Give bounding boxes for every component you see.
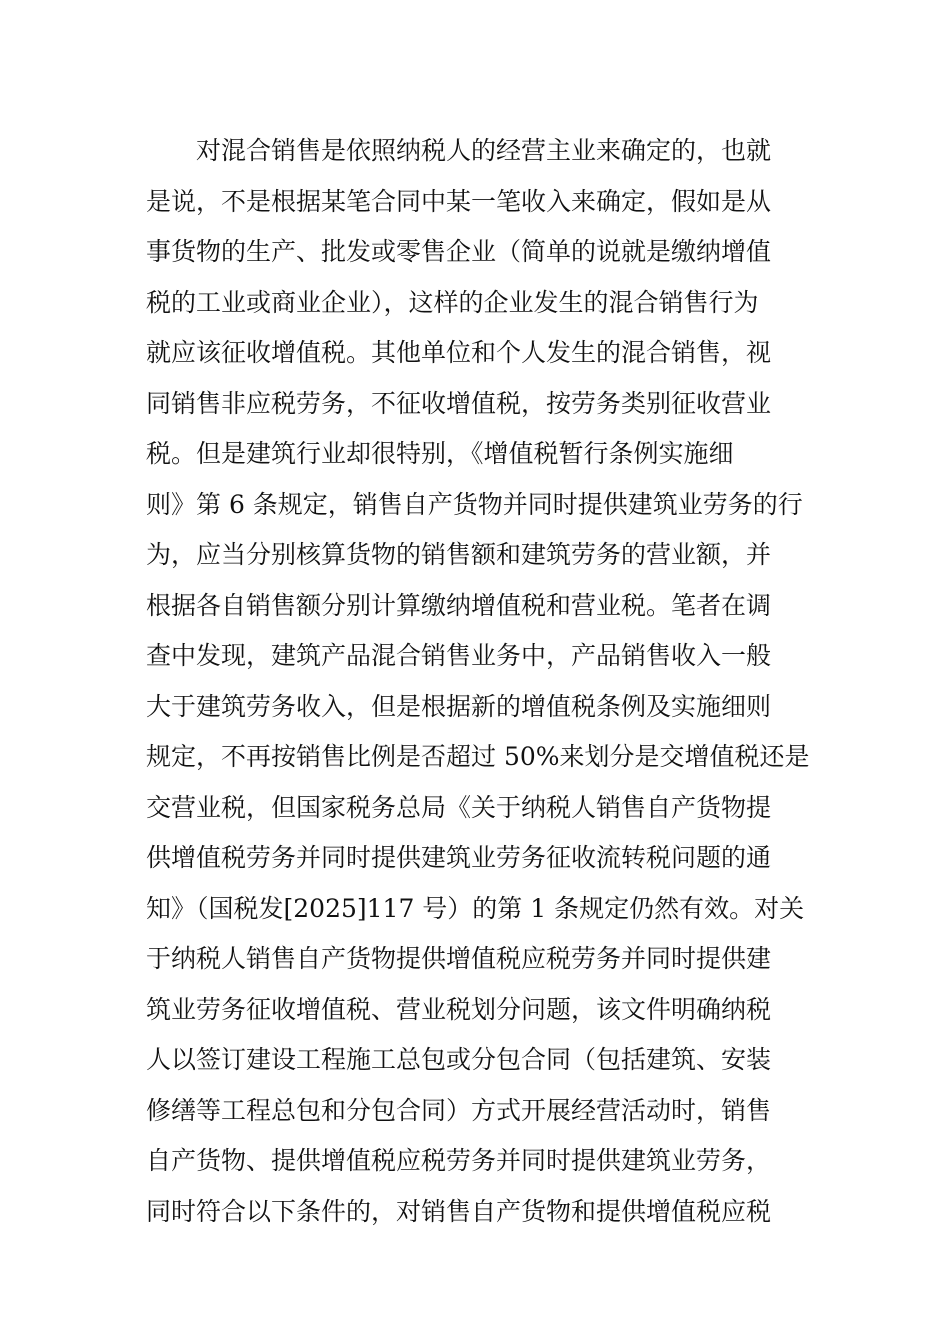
- paragraph-line-15: 供增值税劳务并同时提供建筑业劳务征收流转税问题的通: [146, 843, 772, 872]
- paragraph-line-11: 查中发现，建筑产品混合销售业务中，产品销售收入一般: [146, 641, 772, 670]
- paragraph-line-21: 自产货物、提供增值税应税劳务并同时提供建筑业劳务，: [146, 1146, 772, 1175]
- paragraph-line-2: 是说，不是根据某笔合同中某一笔收入来确定，假如是从: [146, 186, 772, 216]
- paragraph-line-1: 对混合销售是依照纳税人的经营主业来确定的，也就: [196, 136, 772, 165]
- paragraph-line-13: 规定，不再按销售比例是否超过 50%来划分是交增值税还是: [146, 742, 810, 771]
- paragraph-line-12: 大于建筑劳务收入，但是根据新的增值税条例及实施细则: [146, 691, 772, 721]
- paragraph-line-3: 事货物的生产、批发或零售企业（简单的说就是缴纳增值: [146, 237, 772, 266]
- paragraph-line-17: 于纳税人销售自产货物提供增值税应税劳务并同时提供建: [146, 944, 772, 973]
- paragraph-line-16: 知》（国税发[2025]117 号）的第 1 条规定仍然有效。对关: [146, 893, 805, 923]
- paragraph-line-4: 税的工业或商业企业），这样的企业发生的混合销售行为: [146, 287, 759, 317]
- paragraph-line-8: 则》第 6 条规定，销售自产货物并同时提供建筑业劳务的行: [146, 489, 803, 519]
- paragraph-line-6: 同销售非应税劳务，不征收增值税，按劳务类别征收营业: [146, 388, 772, 418]
- paragraph-line-10: 根据各自销售额分别计算缴纳增值税和营业税。笔者在调: [146, 590, 772, 620]
- paragraph-line-5: 就应该征收增值税。其他单位和个人发生的混合销售，视: [146, 338, 772, 367]
- paragraph-line-20: 修缮等工程总包和分包合同）方式开展经营活动时，销售: [146, 1095, 772, 1125]
- paragraph-line-14: 交营业税，但国家税务总局《关于纳税人销售自产货物提: [146, 792, 772, 822]
- paragraph-line-22: 同时符合以下条件的，对销售自产货物和提供增值税应税: [146, 1196, 772, 1226]
- paragraph-line-19: 人以签订建设工程施工总包或分包合同（包括建筑、安装: [146, 1045, 772, 1074]
- paragraph-line-7: 税。但是建筑行业却很特别，《增值税暂行条例实施细: [146, 439, 734, 468]
- paragraph-line-9: 为，应当分别核算货物的销售额和建筑劳务的营业额，并: [146, 540, 772, 569]
- body-paragraph: [146, 126, 816, 1237]
- paragraph-line-18: 筑业劳务征收增值税、营业税划分问题，该文件明确纳税: [146, 994, 772, 1024]
